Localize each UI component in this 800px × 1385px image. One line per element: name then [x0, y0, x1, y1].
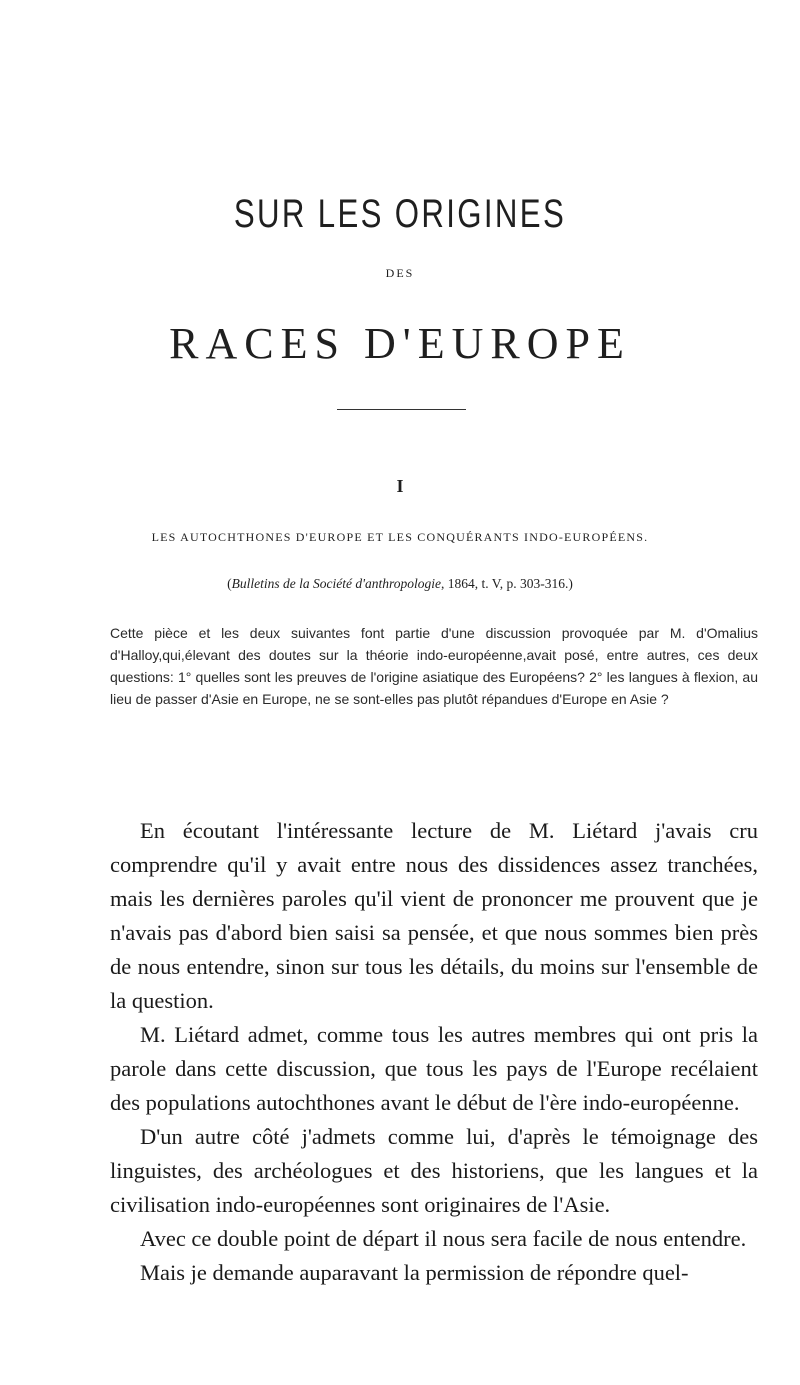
intro-note: Cette pièce et les deux suivantes font partie d'une discussion provoquée par M. d'Omalius d'Halloy,qui,élevant des doutes sur la théorie indo-européenne,avait posé, entre autres, ces deux questions: 1° quelles sont les preuves de l'origine asiatique des Européens? 2° les langues à flexion, au lieu de passer d'Asie en Europe, ne se sont-elles pas plutôt répandues d'Europe en Asie ? [110, 625, 758, 707]
body-text [110, 814, 758, 1290]
chapter-number: I [396, 476, 404, 496]
citation-open: ( [227, 576, 232, 591]
citation-details: , 1864, t. V, p. 303-316.) [440, 576, 573, 591]
chapter-title: LES AUTOCHTHONES D'EUROPE ET LES CONQUÉRANTS INDO-EUROPÉENS. [151, 530, 649, 544]
paragraph: D'un autre côté j'admets comme lui, d'après le témoignage des linguistes, des archéologues et des historiens, que les langues et la civilisation indo-européennes sont originaires de l'Asie. [110, 1124, 758, 1217]
paragraph: Avec ce double point de départ il nous sera facile de nous entendre. [140, 1226, 747, 1251]
paragraph: Mais je demande auparavant la permission de répondre quel- [140, 1260, 689, 1285]
citation-journal: Bulletins de la Société d'anthropologie [231, 576, 441, 591]
paragraph: M. Liétard admet, comme tous les autres membres qui ont pris la parole dans cette discussion, que tous les pays de l'Europe recélaient des populations autochthones avant le début de l'ère indo-européenne. [110, 1022, 758, 1115]
title-connector: DES [385, 266, 415, 280]
paragraph: En écoutant l'intéressante lecture de M. Liétard j'avais cru comprendre qu'il y avait entre nous des dissidences assez tranchées, mais les dernières paroles qu'il vient de prononcer me prouvent que je n'avais pas d'abord bien saisi sa pensée, et que nous sommes bien près de nous entendre, sinon sur tous les détails, du moins sur l'ensemble de la question. [110, 818, 758, 1013]
title-divider [337, 409, 466, 410]
page-title: SUR LES ORIGINES [233, 192, 567, 236]
source-citation [0, 576, 800, 592]
page-subtitle: RACES D'EUROPE [169, 319, 631, 368]
